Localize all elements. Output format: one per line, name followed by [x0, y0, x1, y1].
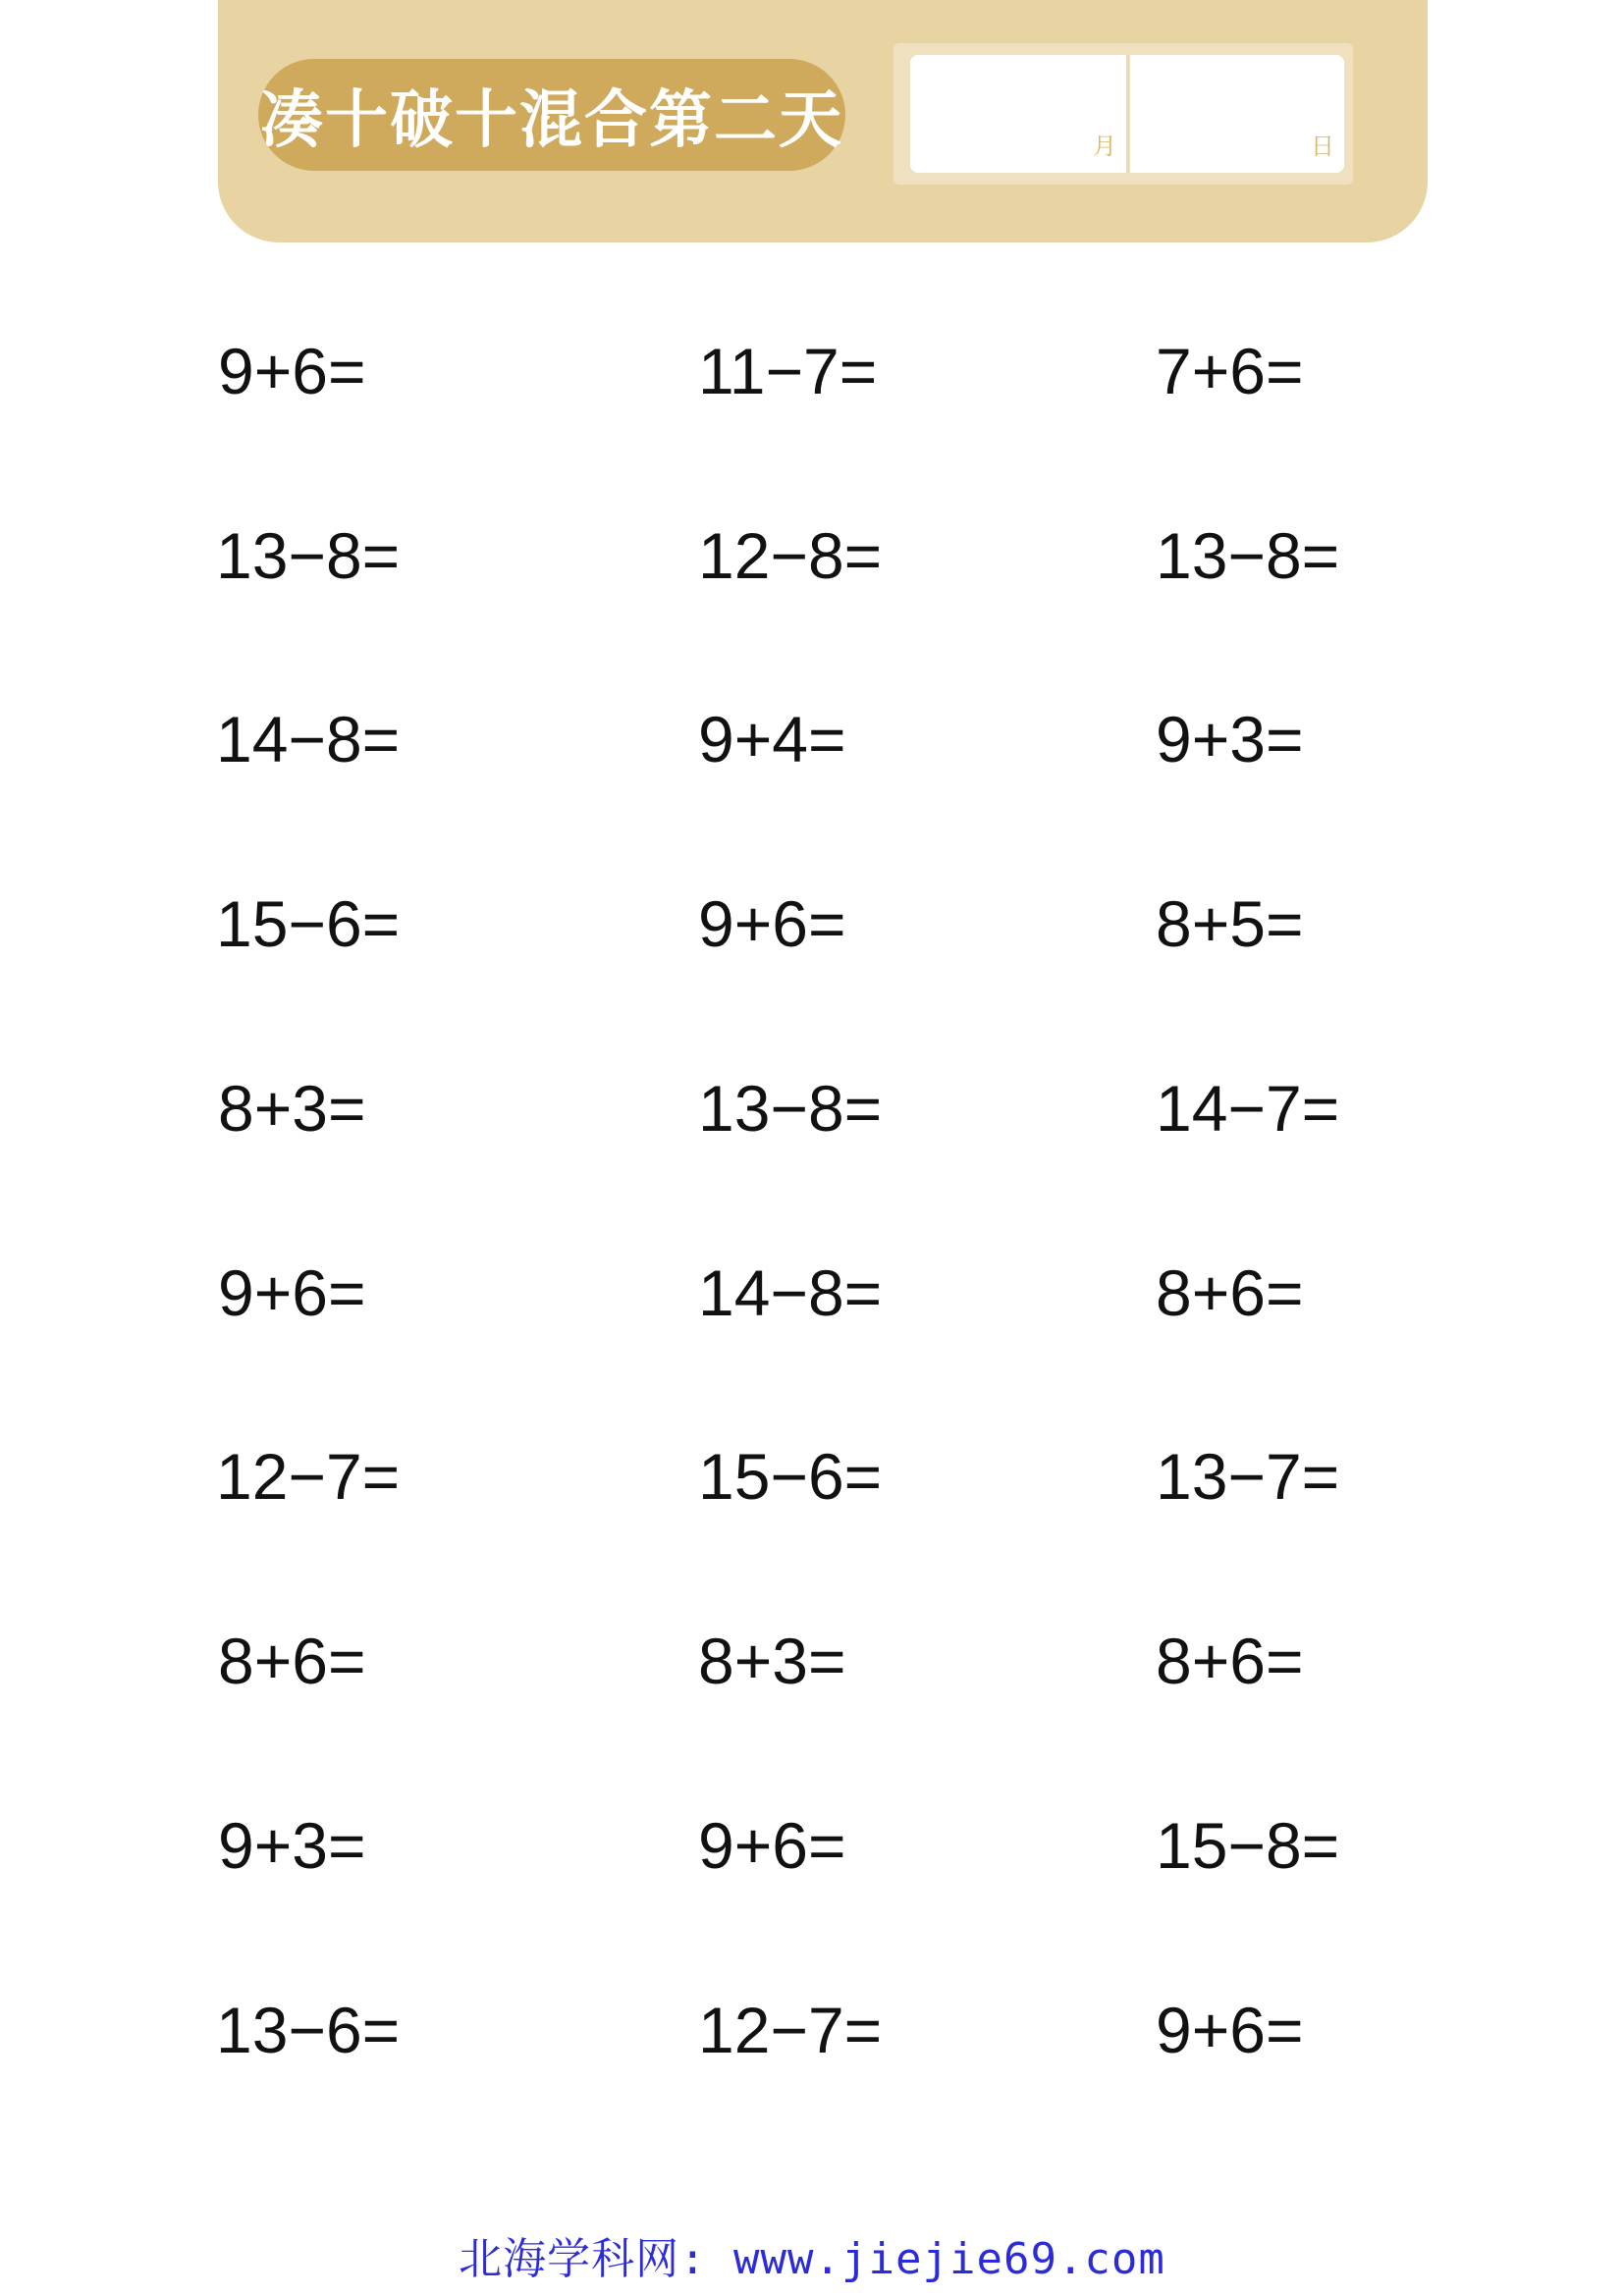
problem-item: 15−6=	[698, 1440, 883, 1513]
problem-item: 9+6=	[218, 1256, 366, 1329]
problem-item: 13−7=	[1156, 1440, 1340, 1513]
problem-item: 11−7=	[698, 335, 878, 407]
problem-item: 9+3=	[1156, 703, 1304, 775]
problem-item: 13−6=	[216, 1994, 401, 2066]
problem-item: 8+6=	[1156, 1625, 1304, 1697]
problem-item: 9+6=	[218, 335, 366, 407]
problem-item: 8+3=	[218, 1072, 366, 1145]
problem-item: 9+4=	[698, 703, 846, 775]
problem-item: 15−8=	[1156, 1809, 1340, 1882]
problem-item: 14−7=	[1156, 1072, 1340, 1145]
problem-item: 12−7=	[698, 1994, 883, 2066]
day-label: 日	[1311, 133, 1334, 160]
month-label: 月	[1093, 133, 1116, 160]
problem-item: 9+6=	[698, 1809, 846, 1882]
problem-item: 15−6=	[216, 887, 401, 960]
problem-item: 9+6=	[1156, 1994, 1304, 2066]
page-title-text: 凑十破十混合第二天	[260, 84, 843, 157]
problem-item: 8+6=	[1156, 1256, 1304, 1329]
problem-item: 13−8=	[216, 519, 401, 592]
problem-item: 12−7=	[216, 1440, 401, 1513]
problem-item: 8+3=	[698, 1625, 846, 1697]
problem-item: 8+5=	[1156, 887, 1304, 960]
problem-item: 13−8=	[1156, 519, 1340, 592]
problem-item: 9+6=	[698, 887, 846, 960]
problem-item: 13−8=	[698, 1072, 883, 1145]
problem-item: 14−8=	[216, 703, 401, 775]
footer-source	[0, 2223, 1624, 2286]
problem-item: 9+3=	[218, 1809, 366, 1882]
problem-item: 8+6=	[218, 1625, 366, 1697]
problem-item: 7+6=	[1156, 335, 1304, 407]
problem-item: 14−8=	[698, 1256, 883, 1329]
footer-text[interactable]: 北海学科网: www.jiejie69.com	[459, 2234, 1165, 2284]
problem-item: 12−8=	[698, 519, 883, 592]
